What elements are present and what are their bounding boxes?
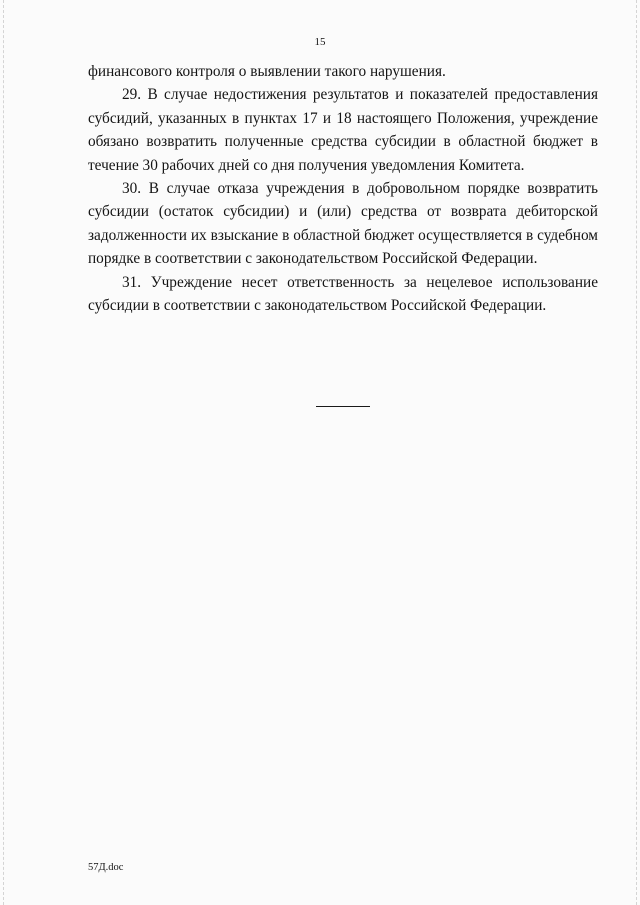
paragraph-29: 29. В случае недостижения результатов и показателей предоставления субсидий, указанных в пунктах 17 и 18 настоящего Положения, учреждение обязано возвратить полученные средства субсидии в областной бюджет в течение 30 рабочих дней со дня получения уведомления Комитета. <box>88 86 598 174</box>
document-body <box>88 60 598 317</box>
end-separator-line <box>316 406 370 407</box>
footer-filename: 57Д.doc <box>88 862 124 873</box>
page-number: 15 <box>314 36 326 48</box>
scan-edge-right <box>636 0 637 905</box>
paragraph-31: 31. Учреждение несет ответственность за нецелевое использование субсидии в соответствии с законодательством Российской Федерации. <box>88 273 598 315</box>
paragraph-30: 30. В случае отказа учреждения в добровольном порядке возвратить субсидии (остаток субсидии) и (или) средства от возврата дебиторской задолженности их взыскание в областной бюджет осуществляется в судебном порядке в соответствии с законодательством Российской Федерации. <box>88 180 598 268</box>
scan-edge-left <box>3 0 4 905</box>
paragraph-continuation: финансового контроля о выявлении такого нарушения. <box>88 63 446 80</box>
